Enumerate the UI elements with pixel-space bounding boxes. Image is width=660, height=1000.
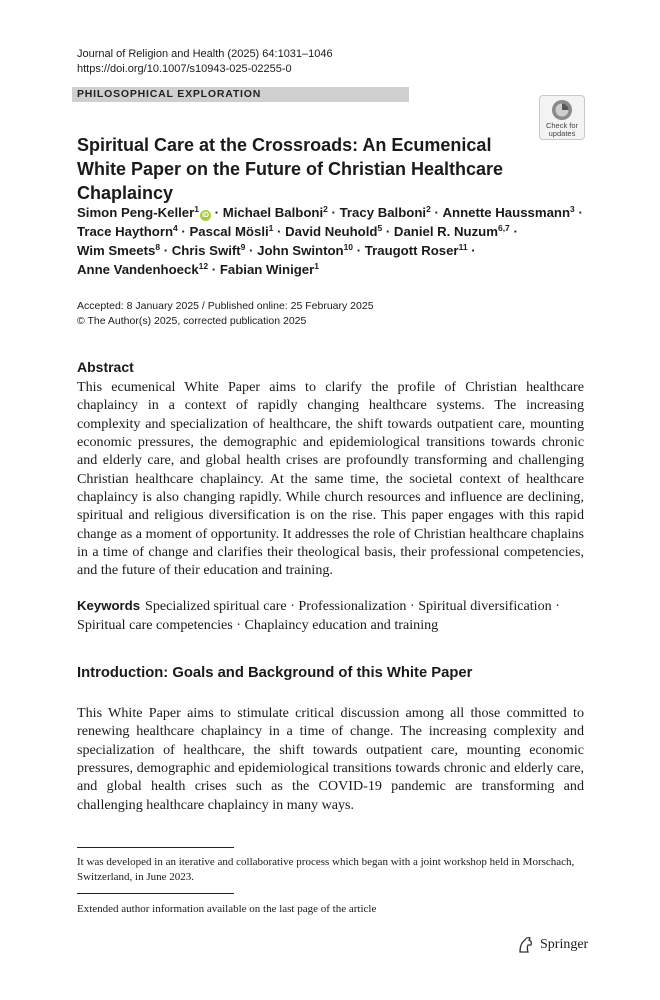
affiliation-number: 8 [155, 242, 161, 252]
author-separator: · [430, 205, 443, 220]
author-name[interactable]: Anne Vandenhoeck$^{12}$ · [77, 261, 220, 277]
intro-text: This White Paper aims to stimulate critical discussion among all those committed to renewing healthcare chaplaincy in a time of change. The increasing complexity and specialization of healthcare, the shift towards outpatient care, mounting economic pressures, demographic and epidemiological transitions towards chronic and elderly care, and global health crises such as the COVID-19 pandemic are transforming and challenging healthcare chaplaincy in many ways. [77, 705, 584, 813]
keywords-label: Keywords [77, 598, 141, 613]
author-separator: · [273, 224, 286, 239]
affiliation-number: 1 [268, 223, 274, 233]
author-separator: · [208, 262, 220, 277]
publication-dates [77, 299, 374, 329]
author-separator: · [509, 224, 518, 239]
journal-citation: Journal of Religion and Health (2025) 64:1031–1046 [77, 48, 333, 60]
check-updates-icon [551, 99, 573, 121]
author-name[interactable]: David Neuhold$^5$ · [285, 223, 394, 239]
publisher-logo [517, 936, 588, 954]
author-separator: · [467, 243, 476, 258]
author-separator: · [382, 224, 394, 239]
author-separator: · [353, 243, 365, 258]
author-separator: · [160, 243, 172, 258]
affiliation-number: 9 [240, 242, 246, 252]
author-name[interactable]: John Swinton$^{10}$ · [257, 242, 365, 258]
publisher-name: Springer [540, 937, 589, 952]
author-separator: · [245, 243, 258, 258]
author-name[interactable]: Daniel R. Nuzum$^{6,7}$ · [393, 223, 518, 239]
intro-heading: Introduction: Goals and Background of this White Paper [77, 665, 473, 681]
affiliation-number: 10 [343, 242, 354, 252]
author-name[interactable]: Michael Balboni$^2$ · [222, 204, 340, 220]
footnote: It was developed in an iterative and collaborative process which began with a joint workshop held in Morschach, Switzerland, in June 2023. [77, 856, 575, 883]
dates-line: Accepted: 8 January 2025 / Published online: 25 February 2025 [77, 300, 374, 312]
author-name[interactable]: Fabian Winiger$^1$ [219, 261, 319, 277]
affiliation-number: 1 [314, 261, 319, 271]
affiliation-number: 6,7 [497, 223, 510, 233]
article-title: Spiritual Care at the Crossroads: An Ecumenical White Paper on the Future of Christian Healthcare Chaplaincy [77, 135, 504, 203]
affiliation-number: 4 [173, 223, 178, 233]
copyright-line: © The Author(s) 2025, corrected publication 2025 [77, 315, 307, 327]
springer-horse-icon [517, 936, 535, 954]
keywords-text: Specialized spiritual care · Professionalization · Spiritual diversification · Spiritual care competencies · Chaplaincy education and training [77, 598, 560, 633]
doi-link[interactable]: https://doi.org/10.1007/s10943-025-02255-0 [77, 63, 292, 75]
affiliation-number: 2 [426, 204, 431, 214]
affiliation-number: 12 [198, 261, 209, 271]
affiliation-number: 2 [323, 204, 328, 214]
affiliation-number: 5 [377, 223, 383, 233]
author-name[interactable]: Annette Haussmann$^3$ · [442, 204, 583, 220]
author-name[interactable]: Tracy Balboni$^2$ · [339, 204, 443, 220]
author-info-note: Extended author information available on the last page of the article [77, 903, 377, 915]
abstract-text: This ecumenical White Paper aims to clarify the profile of Christian healthcare chaplaincy in a context of rapidly changing healthcare systems. The increasing complexity and specialization of healthcare, the shift towards outpatient care, mounting economic pressures, the demographic and epidemiological transitions towards chronic and elderly care, and global health crises are profoundly transforming and challenging Christian healthcare chaplaincy. At the same time, the societal context of healthcare chaplaincy is also changing rapidly. While church resources and influence are declining, spiritual and religious diversification is on the rise. This paper engages with this rapid change as a moment of opportunity. It addresses the role of Christian healthcare chaplains in a time of change and clarifies their theological basis, their professional competencies, and the future of their education and training. [77, 379, 584, 579]
author-name[interactable]: Wim Smeets$^8$ · [77, 242, 172, 258]
journal-info [77, 47, 333, 77]
section-label: PHILOSOPHICAL EXPLORATION [72, 87, 409, 102]
affiliation-number: 11 [458, 242, 468, 252]
abstract-heading: Abstract [77, 359, 134, 375]
author-name[interactable]: Pascal Mösli$^1$ · [189, 223, 286, 239]
author-separator: · [177, 224, 190, 239]
orcid-icon[interactable]: iD [201, 212, 209, 219]
author-name[interactable]: Simon Peng‑Keller$^1$iD · [77, 204, 223, 220]
footnote-rule [77, 847, 234, 848]
affiliation-number: 3 [570, 204, 575, 214]
keywords [77, 596, 584, 635]
check-updates-label: Check for updates [545, 121, 579, 138]
check-for-updates-badge[interactable] [539, 95, 585, 140]
footnote-rule [77, 893, 234, 894]
author-name[interactable]: Traugott Roser$^{11}$ · [364, 242, 476, 258]
author-separator: · [210, 205, 223, 220]
author-name[interactable]: Chris Swift$^9$ · [171, 242, 258, 258]
author-separator: · [327, 205, 340, 220]
author-separator: · [574, 205, 583, 220]
affiliation-number: 1 [194, 204, 199, 214]
author-list [77, 203, 587, 279]
author-name[interactable]: Trace Haythorn$^4$ · [77, 223, 190, 239]
